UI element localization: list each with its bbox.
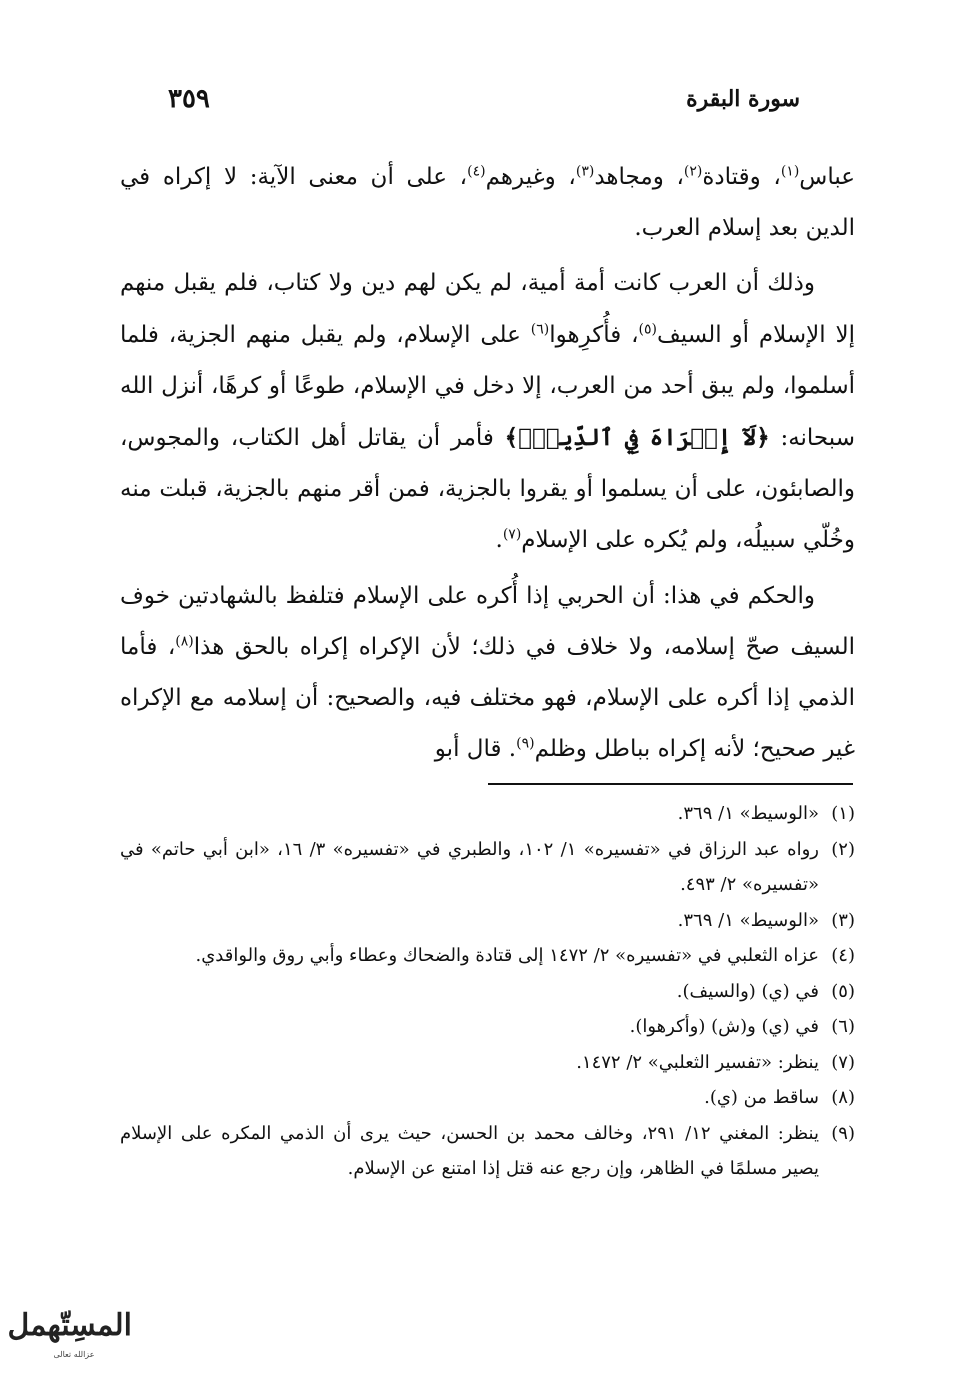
footnote-number: (١) — [831, 803, 855, 824]
footnote — [120, 832, 855, 903]
footnote-text: ينظر: «تفسير الثعلبي» ٢/ ١٤٧٢. — [576, 1051, 819, 1073]
running-header — [168, 86, 800, 126]
footnote-text: رواه عبد الرزاق في «تفسيره» ١/ ١٠٢، والطبري في «تفسيره» ٣/ ١٦، «ابن أبي حاتم» في «تفسيره» ٢/ ٤٩٣. — [120, 838, 819, 895]
footnote-number: (٨) — [831, 1087, 855, 1108]
footnote-text: «الوسيط» ١/ ٣٦٩. — [677, 909, 819, 931]
footnote-number: (٦) — [831, 1016, 855, 1037]
publisher-logo — [7, 1300, 134, 1368]
footnote-number: (٣) — [831, 909, 855, 931]
footnote-text: «الوسيط» ١/ ٣٦٩. — [677, 803, 819, 824]
footnote — [120, 974, 855, 1010]
footnote-text: في (ي) (والسيف). — [676, 980, 819, 1002]
footnote-text: في (ي) و(ش) (وأكرهوا). — [629, 1016, 819, 1037]
footnote-text: عزاه الثعلبي في «تفسيره» ٢/ ١٤٧٢ إلى قتادة والضحاك وعطاء وأبي روق والواقدي. — [195, 945, 819, 966]
page-number: ٣٥٩ — [168, 84, 210, 114]
footnote — [120, 938, 855, 974]
paragraph: عباس$^{(١)}$، وقتادة$^{(٢)}$، ومجاهد$^{(٣)}$، وغيرهم$^{(٤)}$، على أن معنى الآية: لا إكراه في الدين بعد إسلام العرب. — [120, 163, 856, 242]
footnote-text: ينظر: المغني ١٢/ ٢٩١، وخالف محمد بن الحسن، حيث يرى أن الذمي المكره على الإسلام يصير مسلمًا في الظاهر، وإن رجع عنه قتل إذا امتنع عن الإسلام. — [120, 1122, 819, 1179]
footnote — [120, 1009, 855, 1045]
footnote-number: (٩) — [831, 1122, 855, 1144]
footnote-separator — [488, 783, 853, 785]
logo-wordmark: المسِتّهمل — [7, 1308, 132, 1343]
footnote-number: (٥) — [831, 980, 855, 1002]
footnotes — [120, 796, 855, 1187]
footnote — [120, 1116, 855, 1187]
logo-subtext: عزالله تعالى — [53, 1350, 95, 1359]
footnote — [120, 903, 855, 939]
footnote-number: (٢) — [831, 838, 855, 860]
footnote — [120, 1080, 855, 1116]
footnote — [120, 1045, 855, 1081]
main-text — [120, 152, 855, 775]
footnote — [120, 796, 855, 832]
footnote-number: (٧) — [831, 1051, 855, 1073]
paragraph: وذلك أن العرب كانت أمة أمية، لم يكن لهم دين ولا كتاب، فلم يقبل منهم إلا الإسلام أو السيف$^{(٥)}$، فأُكرِهوا$^{(٦)}$ على الإسلام، ولم يقبل منهم الجزية، فلما أسلموا، ولم يبق أحد من العرب، إلا دخل في الإسلام، طوعًا أو كرهًا، أنزل الله سبحانه: ﴿لَآ إِكۡرَاهَ فِي ٱلدِّينِۖ﴾ فأمر أن يقاتل أهل الكتاب، والمجوس، والصابئون، على أن يسلموا أو يقروا بالجزية، فمن أقر منهم بالجزية، قبلت منه وخُلّي سبيلُه، ولم يُكره على الإسلام$^{(٧)}$. — [120, 270, 856, 554]
surah-title: سورة البقرة — [686, 86, 800, 112]
footnote-text: ساقط من (ي). — [704, 1087, 819, 1108]
footnote-number: (٤) — [831, 945, 855, 966]
paragraph: والحكم في هذا: أن الحربي إذا أُكره على الإسلام فتلفظ بالشهادتين خوف السيف صحّ إسلامه، ولا خلاف في ذلك؛ لأن الإكراه إكراه بالحق هذا$^{(٨)}$، فأما الذمي إذا أكره على الإسلام، فهو مختلف فيه، والصحيح: أن إسلامه مع الإكراه غير صحيح؛ لأنه إكراه بباطل وظلم$^{(٩)}$. قال أبو — [120, 582, 855, 763]
